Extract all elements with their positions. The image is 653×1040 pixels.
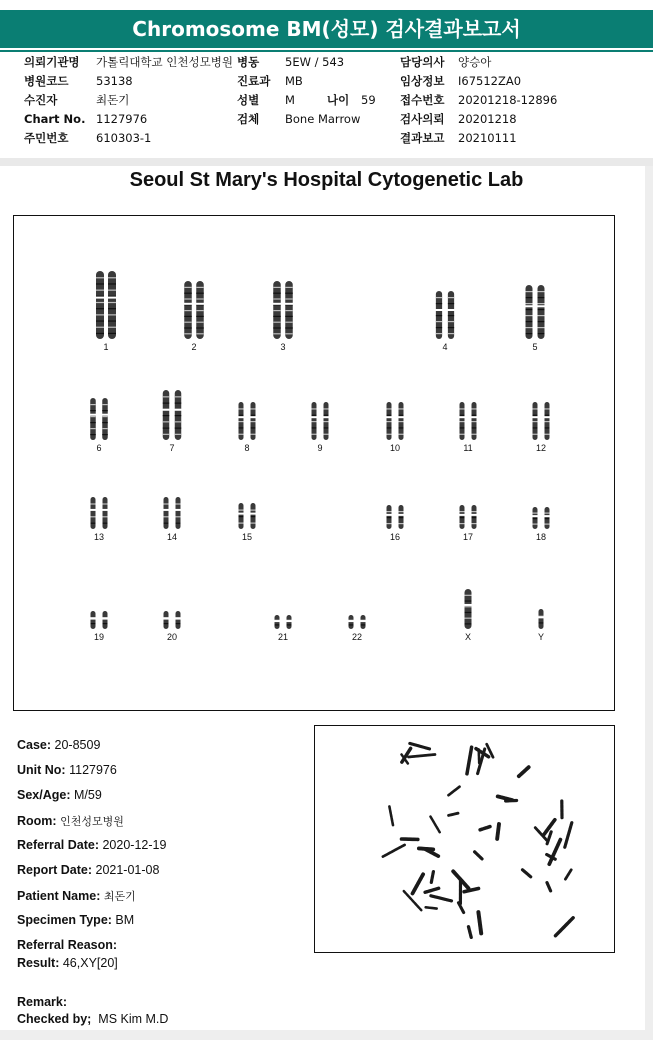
metaphase-chromosome: [431, 817, 440, 833]
unit-row: [17, 763, 117, 777]
metaphase-chromosome: [449, 787, 460, 796]
chromosome-pair-Y: [523, 608, 559, 642]
chromosome-image: [377, 401, 413, 441]
chromosome-image: [302, 401, 338, 441]
chromosome-image: [377, 504, 413, 530]
chromosome-image: [154, 610, 190, 630]
chromosome-pair-9: [302, 401, 338, 453]
info-row: [24, 91, 233, 110]
chromosome-label: 6: [96, 443, 102, 453]
info-label: 검사의뢰: [400, 112, 445, 126]
info-value: 1127976: [96, 112, 148, 126]
metaphase-chromosome: [475, 852, 482, 859]
metaphase-chromosome: [519, 767, 529, 776]
chromosome-label: 17: [462, 532, 473, 542]
metaphase-chromosome: [425, 888, 439, 892]
metaphase-chromosome: [431, 896, 452, 901]
age-label: 나이: [327, 93, 350, 107]
unit-value: 1127976: [69, 763, 117, 777]
info-label: 성별: [237, 93, 260, 107]
report-title: Chromosome BM(성모) 검사결과보고서: [0, 10, 653, 48]
info-value: 610303-1: [96, 131, 152, 145]
info-value: I67512ZA0: [458, 74, 522, 88]
report-date-value: 2021-01-08: [95, 863, 160, 877]
chromosome-label: 22: [351, 632, 362, 642]
metaphase-chromosome: [410, 743, 430, 749]
header-rule: [0, 50, 653, 52]
chromosome-image: [81, 496, 117, 530]
chromosome-label: 2: [191, 342, 197, 352]
info-row: [237, 110, 376, 129]
info-value: 53138: [96, 74, 133, 88]
chromosome-label: 20: [166, 632, 177, 642]
chromosome-label: 21: [277, 632, 288, 642]
chromosome-image: [523, 506, 559, 530]
chromosome-label: 15: [241, 532, 252, 542]
chromosome-image: [517, 284, 553, 340]
sexage-value: M/59: [73, 788, 102, 802]
report-date-label: Report Date:: [17, 863, 93, 877]
room-value: 인천성모병원: [60, 816, 124, 828]
info-col-2: [237, 53, 376, 129]
chromosome-label: 19: [93, 632, 104, 642]
chromosome-pair-20: [154, 610, 190, 642]
info-value: 20210111: [458, 131, 517, 145]
chromosome-label: 4: [442, 342, 448, 352]
chromosome-label: 8: [244, 443, 250, 453]
metaphase-chromosome: [389, 807, 393, 826]
report-date-row: [17, 863, 159, 877]
chromosome-image: [523, 608, 559, 630]
metaphase-chromosome: [480, 827, 490, 830]
chromosome-image: [229, 502, 265, 530]
chromosome-label: 7: [169, 443, 175, 453]
chromosome-label: 3: [280, 342, 286, 352]
chromosome-label: 18: [535, 532, 546, 542]
karyogram-panel: [13, 215, 615, 711]
info-label: 진료과: [237, 74, 271, 88]
chromosome-pair-15: [229, 502, 265, 542]
chromosome-image: [523, 401, 559, 441]
metaphase-chromosome: [523, 870, 531, 877]
patient-row: [17, 888, 136, 904]
chromosome-image: [176, 280, 212, 340]
result-value: 46,XY[20]: [62, 956, 118, 970]
chromosome-label: 13: [93, 532, 104, 542]
metaphase-chromosome: [544, 820, 555, 835]
specimen-row: [17, 913, 134, 927]
info-row: [24, 129, 233, 148]
chromosome-pair-5: [517, 284, 553, 352]
chromosome-label: 16: [389, 532, 400, 542]
metaphase-chromosome: [419, 848, 433, 849]
chromosome-pair-4: [427, 290, 463, 352]
info-label: 의뢰기관명: [24, 55, 80, 69]
age-value: 59: [361, 93, 376, 107]
metaphase-chromosome: [547, 883, 551, 891]
chromosome-pair-17: [450, 504, 486, 542]
info-value: 양승아: [458, 55, 492, 69]
chromosome-label: 5: [532, 342, 538, 352]
chromosome-pair-18: [523, 506, 559, 542]
metaphase-chromosome: [464, 889, 478, 892]
chromosome-label: Y: [537, 632, 544, 642]
metaphase-chromosome: [469, 927, 472, 938]
room-row: [17, 813, 124, 829]
info-col-3: [400, 53, 557, 148]
info-value: Bone Marrow: [285, 112, 361, 126]
chromosome-image: [88, 270, 124, 340]
header-divider: [0, 158, 653, 166]
info-label: 임상정보: [400, 74, 445, 88]
info-label: 결과보고: [400, 131, 445, 145]
metaphase-chromosome: [547, 832, 551, 844]
case-row: [17, 738, 100, 752]
info-row: [24, 72, 233, 91]
chromosome-pair-22: [339, 614, 375, 642]
info-value: 가톨릭대학교 인천성모병원: [96, 55, 233, 69]
room-label: Room:: [17, 814, 57, 828]
checked-label: Checked by;: [17, 1012, 92, 1026]
metaphase-chromosome: [565, 870, 571, 879]
chromosome-label: 10: [389, 443, 400, 453]
chromosome-pair-3: [265, 280, 301, 352]
referral-date-row: [17, 838, 166, 852]
chromosome-pair-14: [154, 496, 190, 542]
metaphase-chromosome: [549, 840, 561, 865]
chromosome-label: X: [464, 632, 471, 642]
chromosome-image: [265, 614, 301, 630]
info-row: [400, 72, 557, 91]
remark-label: Remark:: [17, 995, 68, 1009]
chromosome-label: 11: [463, 443, 473, 453]
info-value: 최돈기: [96, 93, 130, 107]
info-label: 병원코드: [24, 74, 69, 88]
info-label: 검체: [237, 112, 260, 126]
metaphase-chromosome: [498, 796, 513, 800]
unit-label: Unit No:: [17, 763, 66, 777]
info-row: [400, 53, 557, 72]
info-row: [237, 72, 376, 91]
metaphase-spread-image: [315, 726, 614, 952]
chromosome-pair-21: [265, 614, 301, 642]
info-label: Chart No.: [24, 112, 86, 126]
info-label: 수진자: [24, 93, 58, 107]
info-row: [24, 53, 233, 72]
page-margin-bottom: [0, 1030, 653, 1040]
info-row: [400, 110, 557, 129]
result-row: [17, 956, 118, 970]
chromosome-image: [154, 496, 190, 530]
chromosome-pair-1: [88, 270, 124, 352]
chromosome-label: 9: [317, 443, 323, 453]
info-row: [237, 91, 376, 110]
info-label: 병동: [237, 55, 260, 69]
chromosome-pair-2: [176, 280, 212, 352]
chromosome-image: [265, 280, 301, 340]
specimen-label: Specimen Type:: [17, 913, 112, 927]
info-value: 20201218-12896: [458, 93, 558, 107]
chromosome-image: [81, 610, 117, 630]
chromosome-image: [450, 504, 486, 530]
metaphase-chromosome: [497, 824, 499, 839]
info-value: 20201218: [458, 112, 517, 126]
chromosome-image: [154, 389, 190, 441]
chromosome-label: 1: [103, 342, 109, 352]
chromosome-image: [229, 401, 265, 441]
reason-label: Referral Reason:: [17, 938, 118, 952]
page-margin-right: [645, 166, 653, 1040]
chromosome-image: [339, 614, 375, 630]
chromosome-pair-19: [81, 610, 117, 642]
chromosome-pair-10: [377, 401, 413, 453]
chromosome-pair-7: [154, 389, 190, 453]
metaphase-chromosome: [565, 823, 572, 848]
chromosome-pair-6: [81, 397, 117, 453]
info-col-1: [24, 53, 233, 148]
info-value: M: [285, 93, 295, 107]
metaphase-chromosome: [426, 907, 437, 908]
info-row: [400, 129, 557, 148]
chromosome-pair-11: [450, 401, 486, 453]
info-value: MB: [285, 74, 303, 88]
metaphase-chromosome: [431, 872, 433, 883]
referral-date-value: 2020-12-19: [102, 838, 167, 852]
sexage-row: [17, 788, 102, 802]
chromosome-pair-X: [450, 588, 486, 642]
result-label: Result:: [17, 956, 60, 970]
info-label: 담당의사: [400, 55, 445, 69]
metaphase-chromosome: [467, 747, 472, 774]
metaphase-chromosome: [478, 912, 481, 933]
metaphase-chromosome: [408, 755, 435, 758]
info-label: 주민번호: [24, 131, 69, 145]
metaphase-chromosome: [383, 845, 405, 857]
checked-value: MS Kim M.D: [98, 1012, 169, 1026]
chromosome-pair-13: [81, 496, 117, 542]
metaphase-chromosome: [556, 918, 574, 936]
chromosome-label: 12: [535, 443, 546, 453]
info-row: [237, 53, 376, 72]
patient-value: 최돈기: [103, 891, 136, 903]
chromosome-image: [450, 588, 486, 630]
case-label: Case:: [17, 738, 52, 752]
sexage-label: Sex/Age:: [17, 788, 71, 802]
chromosome-label: 14: [166, 532, 177, 542]
chromosome-pair-8: [229, 401, 265, 453]
chromosome-image: [450, 401, 486, 441]
info-value: 5EW / 543: [285, 55, 345, 69]
patient-label: Patient Name:: [17, 889, 101, 903]
metaphase-chromosome: [413, 874, 424, 893]
chromosome-pair-16: [377, 504, 413, 542]
specimen-value: BM: [115, 913, 135, 927]
case-value: 20-8509: [54, 738, 101, 752]
chromosome-image: [427, 290, 463, 340]
chromosome-image: [81, 397, 117, 441]
metaphase-chromosome: [449, 813, 458, 815]
remark-row: [17, 995, 67, 1009]
reason-row: [17, 938, 117, 952]
checked-row: [17, 1012, 168, 1026]
lab-title: Seoul St Mary's Hospital Cytogenetic Lab: [129, 169, 524, 191]
info-label: 접수번호: [400, 93, 445, 107]
info-row: [24, 110, 233, 129]
metaphase-image: [314, 725, 615, 953]
info-row: [400, 91, 557, 110]
chromosome-pair-12: [523, 401, 559, 453]
referral-date-label: Referral Date:: [17, 838, 99, 852]
